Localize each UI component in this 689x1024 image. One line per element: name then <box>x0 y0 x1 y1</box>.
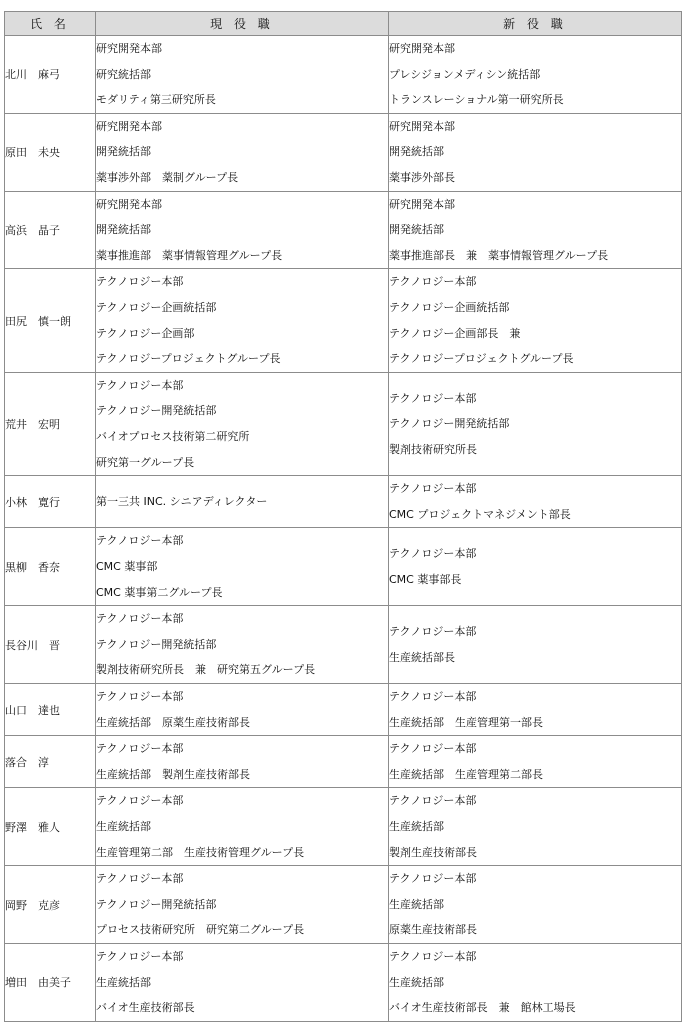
new-position-line: 生産統括部 生産管理第一部長 <box>389 715 543 729</box>
current-position-line: 薬事推進部 薬事情報管理グループ長 <box>96 248 283 262</box>
new-position-cell <box>389 476 682 528</box>
table-row <box>5 788 682 866</box>
current-position-line: 生産管理第二部 生産技術管理グループ長 <box>96 845 305 859</box>
header-new-position: 新 役 職 <box>389 12 682 36</box>
current-position-line: モダリティ第三研究所長 <box>96 93 216 107</box>
new-position-cell <box>389 943 682 1021</box>
current-position-line: 生産統括部 原薬生産技術部長 <box>96 715 250 729</box>
new-position-line: CMC プロジェクトマネジメント部長 <box>389 507 571 521</box>
current-position-line: 研究開発本部 <box>96 197 162 211</box>
person-name: 野澤 雅人 <box>5 788 96 866</box>
current-position-line: 研究第一グループ長 <box>96 455 195 469</box>
personnel-table <box>4 11 682 1022</box>
current-position-line: プロセス技術研究所 研究第二グループ長 <box>96 923 305 937</box>
current-position-line: テクノロジー本部 <box>96 794 184 808</box>
current-position-line: 研究開発本部 <box>96 119 162 133</box>
new-position-cell <box>389 113 682 191</box>
new-position-line: テクノロジー本部 <box>389 547 477 561</box>
current-position-line: テクノロジー本部 <box>96 534 184 548</box>
new-position-line: テクノロジー本部 <box>389 742 477 756</box>
person-name: 山口 達也 <box>5 683 96 735</box>
current-position-cell <box>96 113 389 191</box>
new-position-line: 薬事渉外部長 <box>389 170 455 184</box>
new-position-line: 研究開発本部 <box>389 42 455 55</box>
person-name: 長谷川 晋 <box>5 606 96 684</box>
new-position-line: 製剤生産技術部長 <box>389 845 477 859</box>
table-row <box>5 736 682 788</box>
new-position-cell <box>389 372 682 475</box>
new-position-line: 開発統括部 <box>389 223 444 237</box>
current-position-line: テクノロジー本部 <box>96 742 184 756</box>
table-row <box>5 943 682 1021</box>
table-row <box>5 866 682 944</box>
current-position-line: 生産統括部 <box>96 975 151 989</box>
current-position-line: CMC 薬事第二グループ長 <box>96 585 223 599</box>
new-position-cell <box>389 788 682 866</box>
person-name: 小林 寛行 <box>5 476 96 528</box>
current-position-line: バイオ生産技術部長 <box>96 1001 195 1015</box>
header-row <box>5 12 682 36</box>
table-row <box>5 191 682 269</box>
current-position-line: 開発統括部 <box>96 145 151 159</box>
current-position-line: テクノロジープロジェクトグループ長 <box>96 352 281 366</box>
current-position-line: CMC 薬事部 <box>96 559 158 573</box>
current-position-cell <box>96 269 389 372</box>
person-name: 田尻 慎一朗 <box>5 269 96 372</box>
person-name: 増田 由美子 <box>5 943 96 1021</box>
header-name: 氏 名 <box>5 12 96 36</box>
new-position-line: 研究開発本部 <box>389 119 455 133</box>
new-position-cell <box>389 269 682 372</box>
person-name: 高浜 晶子 <box>5 191 96 269</box>
current-position-line: 製剤技術研究所長 兼 研究第五グループ長 <box>96 663 316 677</box>
current-position-line: テクノロジー企画統括部 <box>96 300 217 314</box>
new-position-cell <box>389 866 682 944</box>
new-position-line: 生産統括部 生産管理第二部長 <box>389 767 543 781</box>
table-row <box>5 36 682 114</box>
current-position-line: テクノロジー企画部 <box>96 326 195 340</box>
new-position-line: テクノロジー本部 <box>389 482 477 496</box>
current-position-line: 第一三共 INC. シニアディレクター <box>96 494 268 508</box>
current-position-line: バイオプロセス技術第二研究所 <box>96 429 250 443</box>
new-position-line: 研究開発本部 <box>389 197 455 211</box>
table-row <box>5 528 682 606</box>
current-position-line: テクノロジー本部 <box>96 689 184 703</box>
new-position-line: テクノロジープロジェクトグループ長 <box>389 352 574 366</box>
current-position-cell <box>96 191 389 269</box>
current-position-line: 生産統括部 <box>96 819 151 833</box>
person-name: 原田 未央 <box>5 113 96 191</box>
new-position-line: 製剤技術研究所長 <box>389 442 477 456</box>
current-position-cell <box>96 866 389 944</box>
current-position-line: テクノロジー本部 <box>96 378 184 392</box>
table-body <box>5 36 682 1022</box>
current-position-line: 開発統括部 <box>96 223 151 237</box>
current-position-line: 研究開発本部 <box>96 42 162 55</box>
table-row <box>5 683 682 735</box>
table-header <box>5 12 682 36</box>
current-position-line: テクノロジー開発統括部 <box>96 637 217 651</box>
new-position-line: 開発統括部 <box>389 145 444 159</box>
new-position-line: バイオ生産技術部長 兼 館林工場長 <box>389 1001 576 1015</box>
person-name: 荒井 宏明 <box>5 372 96 475</box>
table-row <box>5 269 682 372</box>
person-name: 黒柳 香奈 <box>5 528 96 606</box>
current-position-line: 薬事渉外部 薬制グループ長 <box>96 170 239 184</box>
new-position-line: テクノロジー開発統括部 <box>389 417 510 431</box>
new-position-line: テクノロジー本部 <box>389 872 477 886</box>
new-position-line: 生産統括部 <box>389 975 444 989</box>
new-position-line: テクノロジー本部 <box>389 794 477 808</box>
current-position-line: テクノロジー本部 <box>96 949 184 963</box>
new-position-cell <box>389 606 682 684</box>
current-position-cell <box>96 528 389 606</box>
person-name: 北川 麻弓 <box>5 36 96 114</box>
table-row <box>5 606 682 684</box>
current-position-cell <box>96 736 389 788</box>
new-position-cell <box>389 191 682 269</box>
table-row <box>5 372 682 475</box>
new-position-cell <box>389 36 682 114</box>
current-position-line: テクノロジー本部 <box>96 612 184 626</box>
new-position-cell <box>389 683 682 735</box>
person-name: 岡野 克彦 <box>5 866 96 944</box>
current-position-line: テクノロジー開発統括部 <box>96 404 217 418</box>
new-position-line: テクノロジー企画統括部 <box>389 300 510 314</box>
current-position-line: テクノロジー本部 <box>96 872 184 886</box>
current-position-cell <box>96 788 389 866</box>
new-position-line: 生産統括部 <box>389 819 444 833</box>
table-row <box>5 113 682 191</box>
new-position-cell <box>389 736 682 788</box>
new-position-line: 薬事推進部長 兼 薬事情報管理グループ長 <box>389 248 609 262</box>
new-position-cell <box>389 528 682 606</box>
new-position-line: CMC 薬事部長 <box>389 572 462 586</box>
new-position-line: 原薬生産技術部長 <box>389 923 477 937</box>
current-position-line: テクノロジー本部 <box>96 275 184 289</box>
current-position-line: テクノロジー開発統括部 <box>96 897 217 911</box>
new-position-line: テクノロジー本部 <box>389 689 477 703</box>
current-position-cell <box>96 606 389 684</box>
new-position-line: テクノロジー本部 <box>389 949 477 963</box>
current-position-cell <box>96 683 389 735</box>
current-position-cell <box>96 476 389 528</box>
current-position-line: 研究統括部 <box>96 67 151 81</box>
new-position-line: 生産統括部 <box>389 897 444 911</box>
new-position-line: 生産統括部長 <box>389 650 455 664</box>
new-position-line: プレシジョンメディシン統括部 <box>389 67 541 81</box>
new-position-line: テクノロジー本部 <box>389 275 477 289</box>
new-position-line: テクノロジー企画部長 兼 <box>389 326 521 340</box>
current-position-line: 生産統括部 製剤生産技術部長 <box>96 767 250 781</box>
current-position-cell <box>96 372 389 475</box>
new-position-line: テクノロジー本部 <box>389 391 477 405</box>
new-position-line: トランスレーショナル第一研究所長 <box>389 93 564 107</box>
person-name: 落合 淳 <box>5 736 96 788</box>
header-current-position: 現 役 職 <box>96 12 389 36</box>
current-position-cell <box>96 36 389 114</box>
current-position-cell <box>96 943 389 1021</box>
table-row <box>5 476 682 528</box>
new-position-line: テクノロジー本部 <box>389 624 477 638</box>
